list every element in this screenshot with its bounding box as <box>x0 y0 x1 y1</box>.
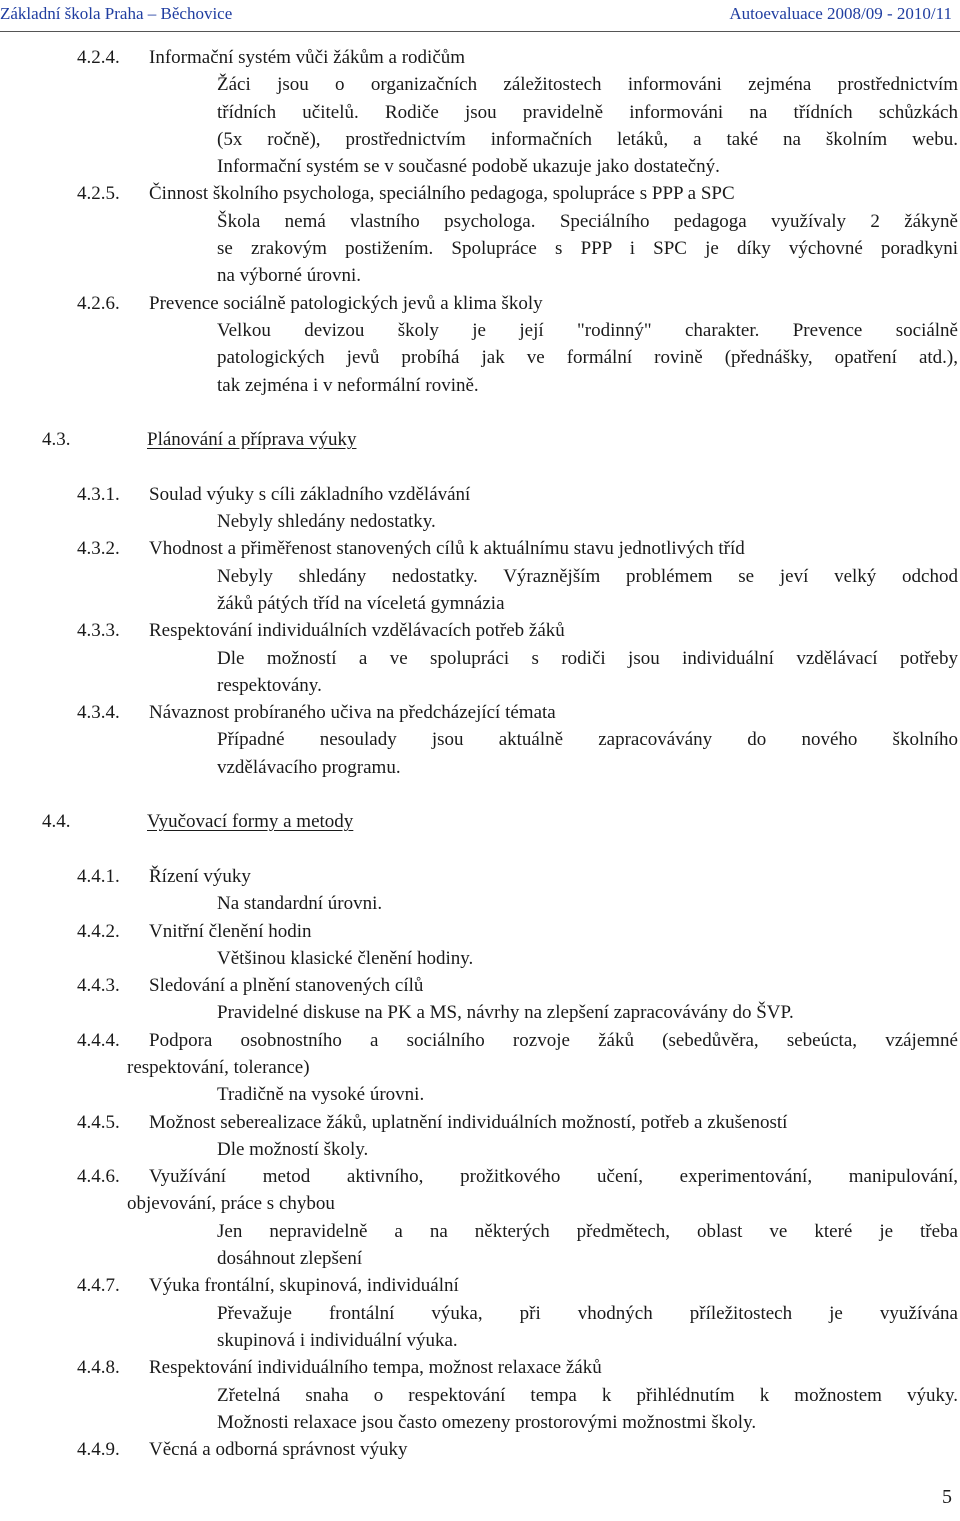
section-heading <box>0 1354 960 1381</box>
section-number: 4.4.6. <box>77 1166 120 1188</box>
section-heading <box>0 180 960 207</box>
section-heading <box>0 617 960 644</box>
paragraph-line: dosáhnout zlepšení <box>217 1248 363 1270</box>
paragraph-line: Velkou devizou školy je její "rodinný" charakter. Prevence sociálně <box>217 319 958 341</box>
section-number: 4.4.3. <box>77 975 120 997</box>
section-heading <box>0 44 960 71</box>
paragraph-line: Škola nemá vlastního psychologa. Speciálního pedagoga využívaly 2 žákyně <box>217 210 958 232</box>
paragraph-line: vzdělávacího programu. <box>217 756 401 778</box>
section-heading <box>0 972 960 999</box>
section-title: Výuka frontální, skupinová, individuální <box>149 1275 459 1297</box>
chapter-number: 4.3. <box>42 429 71 451</box>
paragraph-line: Převažuje frontální výuka, při vhodných příležitostech je využívána <box>217 1302 958 1324</box>
paragraph-line: (5x ročně), prostřednictvím informačních letáků, a také na školním webu. <box>217 128 958 150</box>
paragraph-line: skupinová i individuální výuka. <box>217 1329 458 1351</box>
section-number: 4.2.4. <box>77 47 120 68</box>
section-title: Činnost školního psychologa, speciálního pedagoga, spolupráce s PPP a SPC <box>149 183 735 205</box>
section-title: Soulad výuky s cíli základního vzdělávání <box>149 483 471 505</box>
paragraph-line: Tradičně na vysoké úrovni. <box>217 1084 425 1106</box>
section-heading <box>0 1272 960 1299</box>
section-heading <box>0 1109 960 1136</box>
section-title: Respektování individuálního tempa, možnost relaxace žáků <box>149 1357 602 1379</box>
section-number: 4.4.7. <box>77 1275 120 1297</box>
section-heading <box>0 290 960 317</box>
section-number: 4.3.1. <box>77 483 120 505</box>
section-number: 4.3.3. <box>77 620 120 642</box>
section-title: Informační systém vůči žákům a rodičům <box>149 47 466 68</box>
section-number: 4.4.8. <box>77 1357 120 1379</box>
paragraph-line: Zřetelná snaha o respektování tempa k přihlédnutím k možnostem výuky. <box>217 1384 958 1406</box>
section-heading <box>0 535 960 562</box>
section-title: Vhodnost a přiměřenost stanovených cílů k aktuálnímu stavu jednotlivých tříd <box>149 538 745 560</box>
paragraph-line: patologických jevů probíhá jak ve formální rovině (přednášky, opatření atd.), <box>217 347 958 369</box>
paragraph-line: Pravidelné diskuse na PK a MS, návrhy na zlepšení zapracovávány do ŠVP. <box>217 1002 794 1024</box>
section-heading <box>0 918 960 945</box>
section-title: Využívání metod aktivního, prožitkového učení, experimentování, manipulování, <box>149 1166 958 1188</box>
paragraph-line: Nebyly shledány nedostatky. Výraznějším problémem se jeví velký odchod <box>217 565 958 587</box>
section-title: Vnitřní členění hodin <box>149 920 312 942</box>
paragraph-line: Případné nesoulady jsou aktuálně zapracovávány do nového školního <box>217 729 958 751</box>
header-document-title: Autoevaluace 2008/09 - 2010/11 <box>729 4 952 23</box>
paragraph-line: tak zejména i v neformální rovině. <box>217 374 479 396</box>
section-heading <box>0 699 960 726</box>
paragraph-line: Dle možností a ve spolupráci s rodiči jsou individuální vzdělávací potřeby <box>217 647 958 669</box>
section-number: 4.2.5. <box>77 183 120 205</box>
paragraph-line: se zrakovým postižením. Spolupráce s PPP i SPC je díky výchovné poradkyni <box>217 238 958 260</box>
section-title: Řízení výuky <box>149 865 251 887</box>
paragraph-line: Většinou klasické členění hodiny. <box>217 947 474 969</box>
section-number: 4.4.2. <box>77 920 120 942</box>
section-heading <box>0 1436 960 1463</box>
section-number: 4.4.4. <box>77 1029 120 1051</box>
section-title: Prevence sociálně patologických jevů a klima školy <box>149 292 543 314</box>
section-title: Sledování a plnění stanovených cílů <box>149 975 424 997</box>
paragraph-line: Dle možností školy. <box>217 1138 369 1160</box>
paragraph-line: respektovány. <box>217 674 322 696</box>
paragraph-line: Informační systém se v současné podobě ukazuje jako dostatečný. <box>217 156 720 178</box>
paragraph-line: Nebyly shledány nedostatky. <box>217 511 436 533</box>
section-number: 4.4.1. <box>77 865 120 887</box>
section-number: 4.3.4. <box>77 702 120 724</box>
paragraph-line: třídních učitelů. Rodiče jsou pravidelně informováni na třídních schůzkách <box>217 101 958 123</box>
chapter-title: Plánování a příprava výuky <box>147 429 357 451</box>
section-heading <box>0 863 960 890</box>
section-title: Respektování individuálních vzdělávacích potřeb žáků <box>149 620 565 642</box>
chapter-number: 4.4. <box>42 811 71 833</box>
section-number: 4.3.2. <box>77 538 120 560</box>
document-body <box>0 44 960 1463</box>
paragraph-line: na výborné úrovni. <box>217 265 362 287</box>
header-divider <box>0 31 960 32</box>
section-title-continued: respektování, tolerance) <box>127 1056 310 1078</box>
section-title: Možnost seberealizace žáků, uplatnění individuálních možností, potřeb a zkušeností <box>149 1111 788 1133</box>
section-title: Podpora osobnostního a sociálního rozvoje žáků (sebedůvěra, sebeúcta, vzájemné <box>149 1029 958 1051</box>
paragraph-line: Možnosti relaxace jsou často omezeny prostorovými možnostmi školy. <box>217 1411 757 1433</box>
page-number: 5 <box>942 1486 952 1508</box>
chapter-title: Vyučovací formy a metody <box>147 811 354 833</box>
section-number: 4.4.5. <box>77 1111 120 1133</box>
chapter-heading <box>0 808 960 835</box>
section-number: 4.2.6. <box>77 292 120 314</box>
page-header <box>0 4 960 28</box>
section-heading <box>0 1027 960 1054</box>
section-number: 4.4.9. <box>77 1439 120 1461</box>
paragraph-line: Žáci jsou o organizačních záležitostech informováni zejména prostřednictvím <box>217 74 958 96</box>
paragraph-line: Na standardní úrovni. <box>217 893 383 915</box>
section-heading <box>0 481 960 508</box>
header-school-name: Základní škola Praha – Běchovice <box>0 4 233 23</box>
section-heading <box>0 1163 960 1190</box>
chapter-heading <box>0 426 960 453</box>
paragraph-line: Jen nepravidelně a na některých předmětech, oblast ve které je třeba <box>217 1220 958 1242</box>
section-title: Věcná a odborná správnost výuky <box>149 1439 408 1461</box>
section-title: Návaznost probíraného učiva na předcházející témata <box>149 702 556 724</box>
section-title-continued: objevování, práce s chybou <box>127 1193 335 1215</box>
paragraph-line: žáků pátých tříd na víceletá gymnázia <box>217 592 505 614</box>
